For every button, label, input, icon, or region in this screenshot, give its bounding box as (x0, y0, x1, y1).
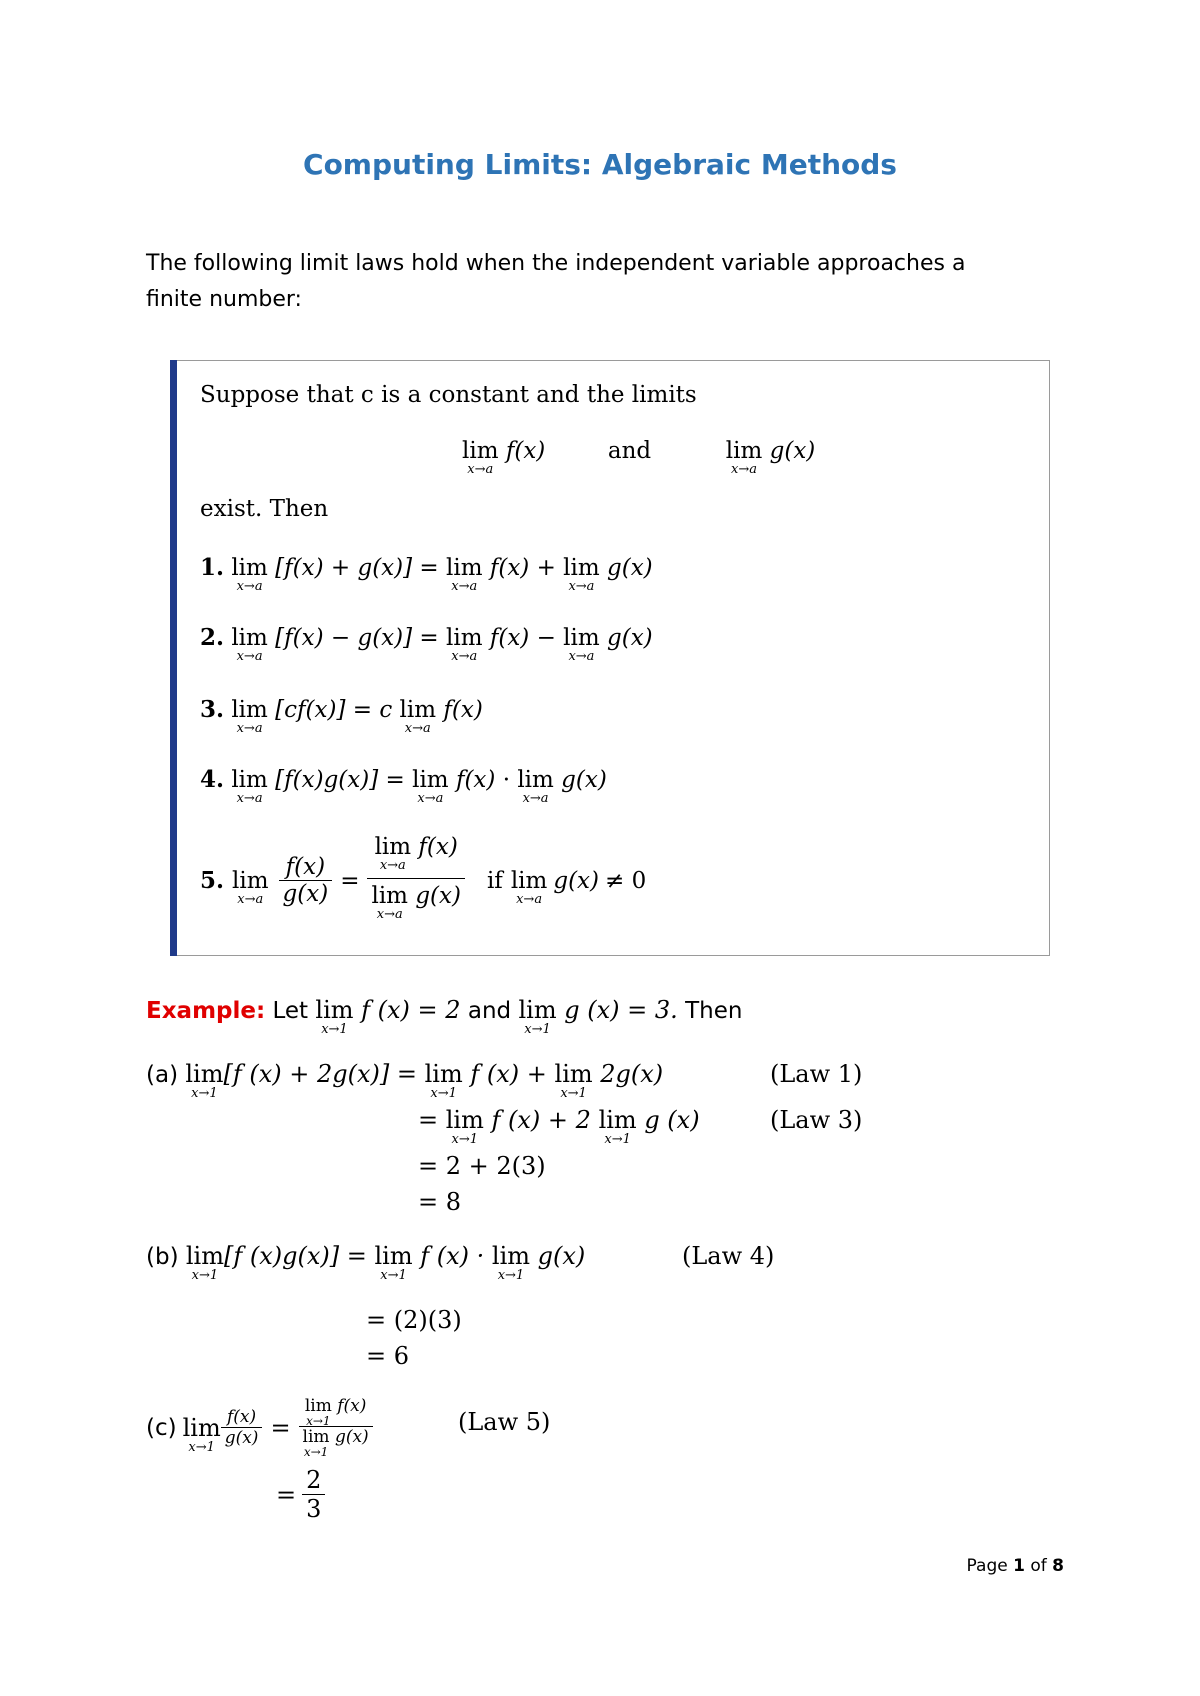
example-c-result-fraction: $\frac{2}{3}$ (302, 1466, 325, 1523)
intro-line-1: The following limit laws hold when the independent variable approaches a (146, 251, 966, 276)
law5-left-fraction: $\frac{f(x)}{g(x)}$ (279, 854, 333, 907)
law-2: 2. lim x→a [f(x) − g(x)] = lim x→a f(x) − lim x→a g(x) (200, 624, 653, 664)
lim-g-given: lim x→a (725, 438, 763, 477)
example-b-line-1: (b) lim x→1 [f (x)g(x)] = lim x→1 f (x) · lim x→1 g(x) (146, 1242, 586, 1283)
intro-line-2: finite number: (146, 287, 302, 312)
example-b-line-2: = (2)(3) (366, 1306, 462, 1334)
law-1: 1. lim x→a [f(x) + g(x)] = lim x→a f(x) + lim x→a g(x) (200, 554, 653, 594)
example-a-line-1: (a) lim x→1 [f (x) + 2g(x)] = lim x→1 f (x) + lim x→1 2g(x) (146, 1060, 664, 1101)
law-ref-1: (Law 1) (770, 1060, 863, 1088)
law-ref-4: (Law 4) (682, 1242, 775, 1270)
law-ref-5: (Law 5) (458, 1408, 551, 1436)
law5-right-fraction: lim x→a f(x) lim x→a g(x) (367, 834, 464, 927)
page-number: Page 1 of 8 (966, 1556, 1064, 1576)
law-4: 4. lim x→a [f(x)g(x)] = lim x→a f(x) · lim x→a g(x) (200, 766, 607, 806)
example-c-right-fraction: lim x→1 f(x) lim x→1 g(x) (299, 1396, 373, 1459)
example-c-line-2: = $\frac{2}{3}$ (276, 1466, 325, 1523)
law-5: 5. lim x→a $\frac{f(x)}{g(x)}$ = lim x→a f(x) lim x→a g(x) if lim x→a g(x) ≠ 0 (200, 834, 646, 927)
example-c-line-1: (c) lim x→1 $\frac{f(x)}{g(x)}$ = lim x→1 f(x) lim x→1 g(x) (146, 1396, 373, 1459)
lim-f-given: lim x→a (462, 438, 499, 477)
limit-laws-box-accent-bar (170, 360, 177, 956)
laws-given-limits: lim x→a f(x) and lim x→a g(x) (462, 438, 816, 477)
example-b-line-3: = 6 (366, 1342, 410, 1370)
law-ref-3: (Law 3) (770, 1106, 863, 1134)
laws-exist-then: exist. Then (200, 496, 329, 522)
example-a-line-4: = 8 (418, 1188, 462, 1216)
laws-suppose-text: Suppose that c is a constant and the limits (200, 382, 697, 408)
example-a-line-3: = 2 + 2(3) (418, 1152, 546, 1180)
page-title: Computing Limits: Algebraic Methods (303, 148, 897, 181)
example-c-left-fraction: $\frac{f(x)}{g(x)}$ (221, 1407, 263, 1448)
law-3: 3. lim x→a [cf(x)] = c lim x→a f(x) (200, 696, 483, 736)
example-a-line-2: = lim x→1 f (x) + 2 lim x→1 g (x) (418, 1106, 700, 1147)
example-intro: Example: Let lim x→1 f (x) = 2 and lim x→1 g (x) = 3. Then (146, 996, 743, 1037)
